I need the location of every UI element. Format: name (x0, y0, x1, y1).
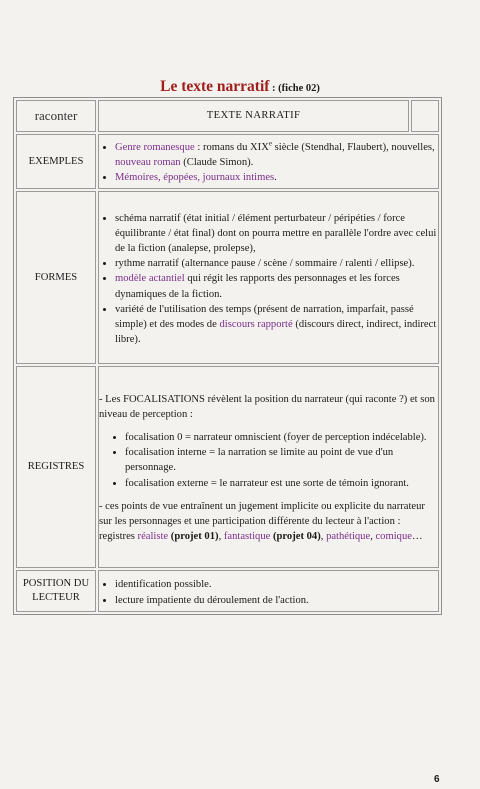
projet-01-text: (projet 01) (170, 531, 219, 543)
exemples-list (99, 140, 438, 186)
list-item: • focalisation interne = la narration se limite au point de vue d'un personnage. (125, 445, 438, 475)
realiste-text: réaliste (137, 531, 169, 543)
label-registres: REGISTRES (16, 366, 96, 568)
list-item: • rythme narratif (alternance pause / scène / sommaire / ralenti / ellipse). (115, 256, 438, 271)
row-formes (16, 191, 439, 364)
outro-text: … (411, 531, 423, 543)
superscript: e (268, 139, 272, 148)
header-row (16, 100, 439, 132)
row-exemples (16, 134, 439, 189)
content-exemples (98, 134, 439, 189)
discours-rapporte-text: discours rapporté (219, 319, 293, 330)
title-colon: : (269, 83, 279, 94)
label-position-du-lecteur: POSITION DU LECTEUR (16, 570, 96, 612)
list-item: • focalisation 0 = narrateur omniscient (foyer de perception indécelable). (125, 430, 438, 445)
focalisations-list (109, 430, 438, 491)
row-registres (16, 366, 439, 568)
fantastique-text: fantastique (223, 531, 271, 543)
list-text: variété de l'utilisation des temps (présent de narration, imparfait, passé simple) et des modes de (115, 303, 414, 330)
content-formes (98, 191, 439, 364)
list-text: : romans du XIX (194, 141, 269, 153)
nouveau-roman-text: nouveau roman (115, 156, 181, 168)
outro-text: - ces points de vue entraînent un jugement implicite ou explicite du narrateur sur les personnages et une participation différente du lecteur à l'action : registres (99, 500, 425, 543)
header-empty-cell (411, 100, 439, 132)
content-registres (98, 366, 439, 568)
list-text: (Claude Simon). (180, 156, 254, 168)
list-text: . (274, 172, 277, 184)
outro-text: , (218, 531, 224, 543)
outro-text: , (370, 531, 376, 543)
genre-romanesque-text: Genre romanesque (115, 141, 195, 153)
formes-list (99, 211, 438, 348)
list-item: • schéma narratif (état initial / élément perturbateur / péripéties / force équilibrante / état final) dont on pourra mettre en parallèle l'ordre avec celui de la fiction (analepse, prolepse), (115, 211, 438, 257)
list-item: • lecture impatiente du déroulement de l'action. (115, 593, 438, 608)
registres-outro (99, 499, 438, 545)
memoires-text: Mémoires, épopées, journaux intimes (115, 172, 275, 184)
position-list (99, 577, 438, 607)
list-item: • identification possible. (115, 577, 438, 592)
projet-04-text: (projet 04) (273, 531, 321, 543)
list-text: siècle (Stendhal, Flaubert), nouvelles, (271, 141, 435, 153)
outro-text: , (320, 531, 327, 543)
label-exemples: EXEMPLES (16, 134, 96, 189)
list-text: qui régit les rapports des personnages et les forces dynamiques de la fiction. (115, 273, 400, 300)
list-text: (discours direct, indirect, indirect libre). (115, 319, 437, 346)
row-position (16, 570, 439, 612)
title-sub: (fiche 02) (278, 83, 320, 94)
header-left-cell: raconter (16, 100, 96, 132)
focalisations-intro: - Les FOCALISATIONS révèlent la position du narrateur (qui raconte ?) et son niveau de perception : (99, 393, 435, 420)
page-number: 6 (434, 774, 440, 785)
modele-actantiel-text: modèle actantiel (115, 273, 185, 285)
title-main: Le texte narratif (160, 78, 270, 95)
list-item (115, 140, 438, 170)
pathetique-text: pathétique (326, 531, 371, 543)
list-item (115, 302, 438, 348)
list-item: • focalisation externe = le narrateur est une sorte de témoin ignorant. (125, 476, 438, 491)
list-item (115, 170, 438, 185)
content-position (98, 570, 439, 612)
page-title (0, 78, 480, 96)
header-title-cell: TEXTE NARRATIF (98, 100, 409, 132)
narrative-table (13, 97, 442, 615)
list-item (115, 271, 438, 301)
comique-text: comique (375, 531, 412, 543)
label-formes: FORMES (16, 191, 96, 364)
